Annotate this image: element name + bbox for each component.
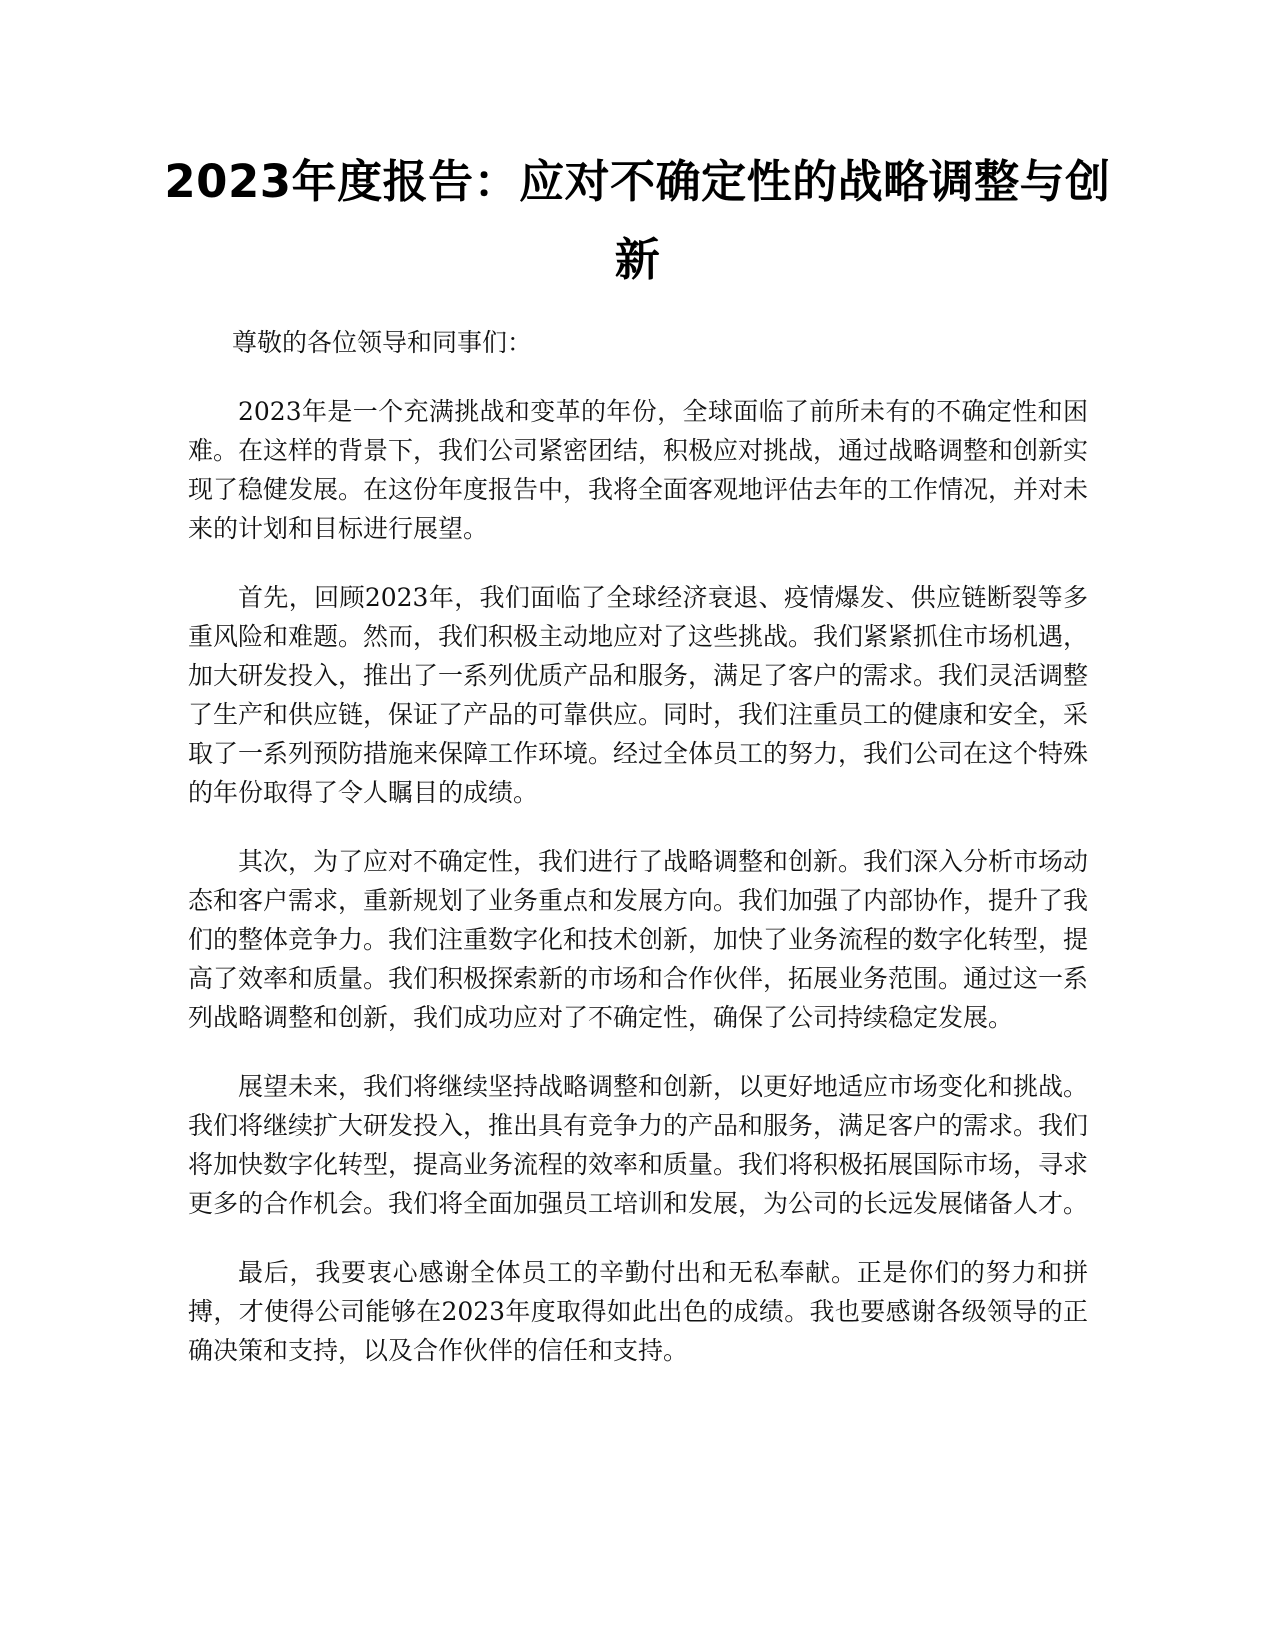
salutation: 尊敬的各位领导和同事们： (232, 328, 533, 357)
paragraph-review: 首先，回顾2023年，我们面临了全球经济衰退、疫情爆发、供应链断裂等多重风险和难题。然而，我们积极主动地应对了这些挑战。我们紧紧抓住市场机遇，加大研发投入，推出了一系列优质产品和服务，满足了客户的需求。我们灵活调整了生产和供应链，保证了产品的可靠供应。同时，我们注重员工的健康和安全，采取了一系列预防措施来保障工作环境。经过全体员工的努力，我们公司在这个特殊的年份取得了令人瞩目的成绩。 (188, 583, 1089, 807)
paragraph-intro: 2023年是一个充满挑战和变革的年份，全球面临了前所未有的不确定性和困难。在这样的背景下，我们公司紧密团结，积极应对挑战，通过战略调整和创新实现了稳健发展。在这份年度报告中，我将全面客观地评估去年的工作情况，并对未来的计划和目标进行展望。 (188, 397, 1089, 543)
document-body (188, 323, 1088, 1400)
paragraph-outlook: 展望未来，我们将继续坚持战略调整和创新，以更好地适应市场变化和挑战。我们将继续扩大研发投入，推出具有竞争力的产品和服务，满足客户的需求。我们将加快数字化转型，提高业务流程的效率和质量。我们将积极拓展国际市场，寻求更多的合作机会。我们将全面加强员工培训和发展，为公司的长远发展储备人才。 (188, 1072, 1089, 1218)
paragraph-strategy: 其次，为了应对不确定性，我们进行了战略调整和创新。我们深入分析市场动态和客户需求，重新规划了业务重点和发展方向。我们加强了内部协作，提升了我们的整体竞争力。我们注重数字化和技术创新，加快了业务流程的数字化转型，提高了效率和质量。我们积极探索新的市场和合作伙伴，拓展业务范围。通过这一系列战略调整和创新，我们成功应对了不确定性，确保了公司持续稳定发展。 (188, 847, 1089, 1032)
paragraph-thanks: 最后，我要衷心感谢全体员工的辛勤付出和无私奉献。正是你们的努力和拼搏，才使得公司能够在2023年度取得如此出色的成绩。我也要感谢各级领导的正确决策和支持，以及合作伙伴的信任和支持。 (188, 1258, 1088, 1365)
document-title: 2023年度报告：应对不确定性的战略调整与创新 (164, 155, 1111, 286)
